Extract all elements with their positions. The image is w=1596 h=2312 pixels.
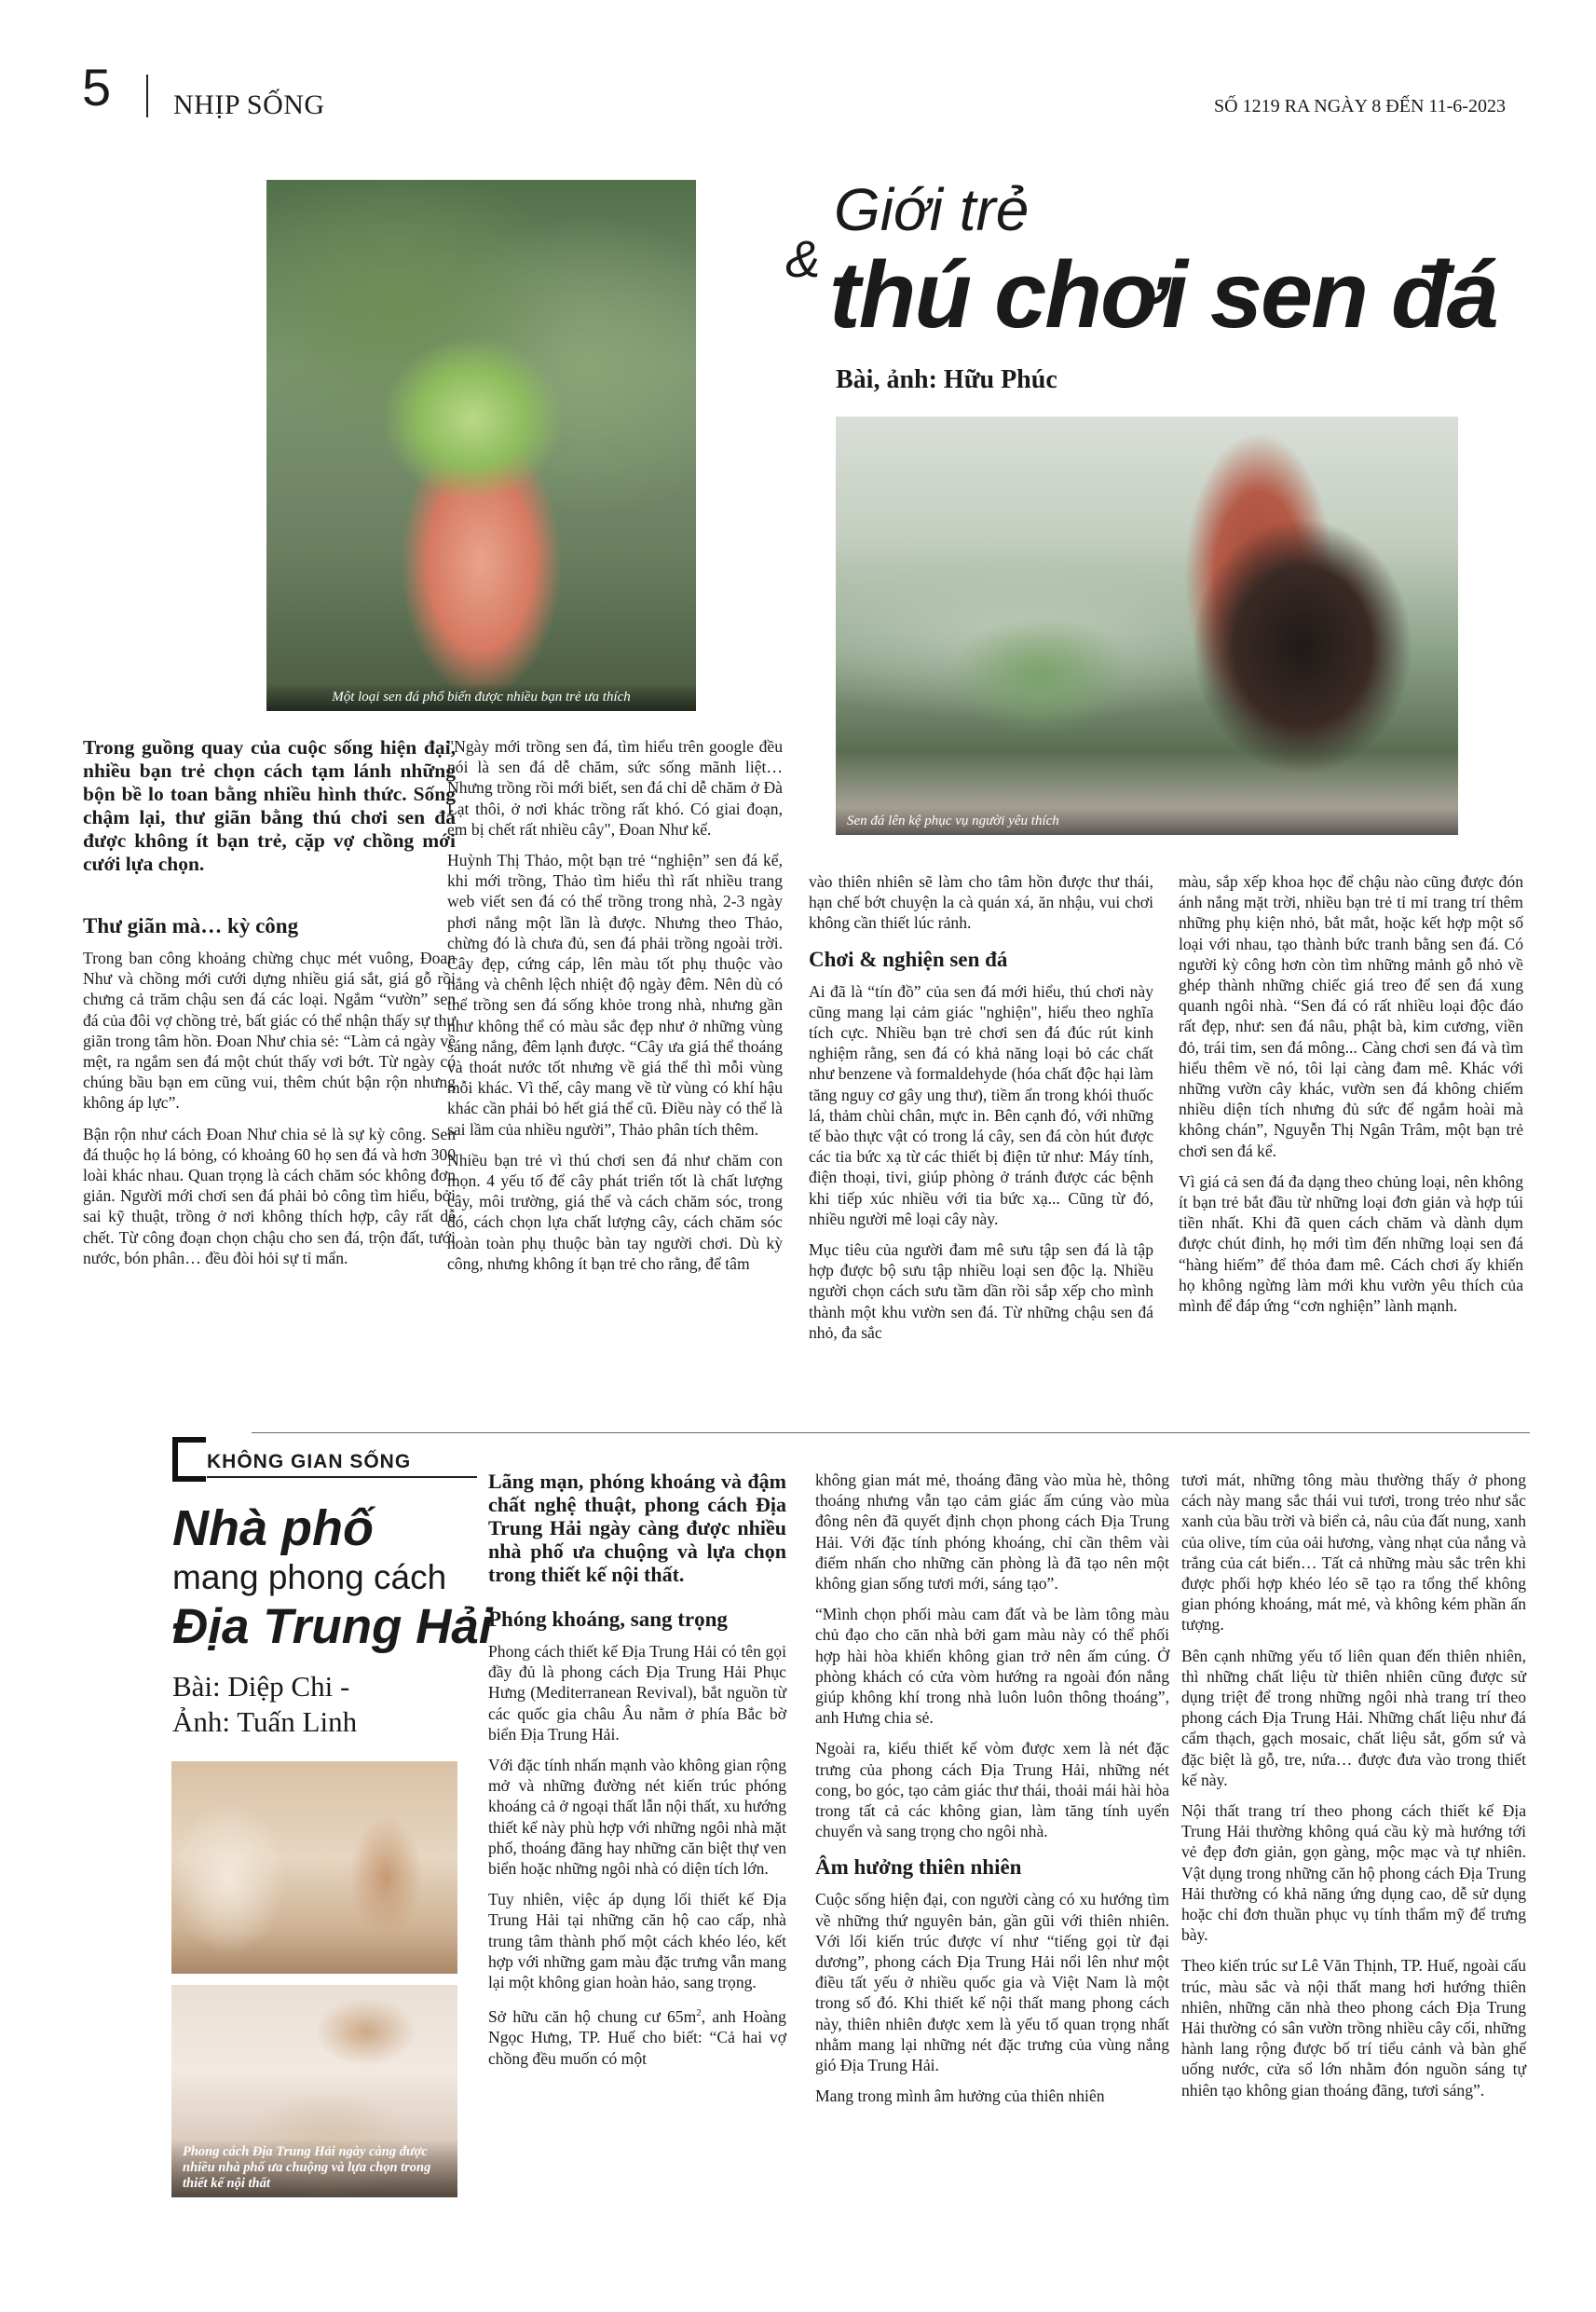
article2-subhead-free: Phóng khoáng, sang trọng bbox=[488, 1607, 728, 1631]
article2-paragraph: Mang trong mình âm hưởng của thiên nhiên bbox=[815, 2086, 1105, 2106]
article2-paragraph: không gian mát mẻ, thoáng đãng vào mùa hè, thông thoáng nhưng vẫn tạo cảm giác ấm cúng vào mùa đông nên đã quyết định chọn phong cách Địa Trung Hải. Với đặc tính phóng khoáng, chỉ cần thêm vài điểm nhấn cho những căn phòng là đã tạo nên một không gian sống tươi mới, sáng tạo”. bbox=[815, 1471, 1169, 1594]
article2-byline-2: Ảnh: Tuấn Linh bbox=[172, 1705, 358, 1738]
article2-paragraph: Bên cạnh những yếu tố liên quan đến thiên nhiên, thì những chất liệu từ thiên nhiên cũng được sử dụng triệt để trong những ngôi nhà trang trí theo phong cách Địa Trung Hải. Những chất liệu như đá cẩm thạch, gạch mosaic, chất liệu sắt, gốm sứ và đặc biệt là gỗ, tre, nứa… được đưa vào trong thiết kế này. bbox=[1181, 1646, 1526, 1789]
article1-byline: Bài, ảnh: Hữu Phúc bbox=[836, 365, 1057, 394]
article2-paragraph: tươi mát, những tông màu thường thấy ở phong cách này mang sắc thái vui tươi, trong trẻo như sắc xanh của bầu trời và biển cả, nâu của đất nung, xanh của olive, tím của oải hương, vàng nhạt của nắng và trắng của cát biển… Tất cả những màu sắc trên khi được phối hợp khéo léo sẽ tạo ra tổng thể không gian phóng khoáng, mát mẻ, và không kém phần ấn tượng. bbox=[1181, 1471, 1526, 1635]
article2-paragraph: Phong cách thiết kế Địa Trung Hải có tên gọi đầy đủ là phong cách Địa Trung Hải Phục Hưng (Mediterranean Revival), bắt nguồn từ các quốc gia châu Âu nằm ở phía Bắc bờ biển Địa Trung Hải. bbox=[488, 1642, 786, 1744]
article1-paragraph: Mục tiêu của người đam mê sưu tập sen đá là tập hợp được bộ sưu tập nhiều loại sen độc lạ. Nhiều người chọn cách sưu tầm dần rồi sắp xếp cho mình thành một khu vườn sen đá. Từ những chậu sen đá nhỏ, đa sắc bbox=[809, 1240, 1153, 1342]
article1-paragraph: vào thiên nhiên sẽ làm cho tâm hồn được thư thái, hạn chế bớt chuyện la cà quán xá, ăn nhậu, vui chơi không cần thiết lúc rảnh. bbox=[809, 872, 1153, 933]
article1-paragraph: màu, sắp xếp khoa học để chậu nào cũng được đón ánh nắng mặt trời, nhiều bạn trẻ tỉ mỉ trang trí thêm những phụ kiện nhỏ, bắt mắt, hoặc kết hợp một số loại với nhau, tạo thành bức tranh bằng sen đá. Có người kỳ công hơn còn tìm những mảnh gỗ nhỏ về ghép thành những chiếc giá treo để sen đá xung quanh ngôi nhà. “Sen đá có rất nhiều loại độc đáo rất đẹp, như: sen đá nâu, phật bà, kim cương, viền đỏ, trái tim, sen đá mông... Càng chơi sen đá và tìm hiểu thêm về nó, tôi lại càng đam mê. Khác với những vườn cây khác, vườn sen đá không chiếm nhiều diện tích nhưng đủ sức để ngắm hoài mà không chán”, Nguyễn Thị Ngân Trâm, một bạn trẻ chơi sen đá kể. bbox=[1179, 872, 1523, 1160]
mediterranean-photo-caption: Phong cách Địa Trung Hải ngày càng được nhiều nhà phố ưa chuộng và lựa chọn trong thiết kế nội thất bbox=[171, 2139, 457, 2197]
article2-subhead-nature: Âm hưởng thiên nhiên bbox=[815, 1855, 1022, 1880]
article2-paragraph: Nội thất trang trí theo phong cách thiết kế Địa Trung Hải thường không quá cầu kỳ mà hướng tới vẻ đẹp đơn giản, gọn gàng, mộc mạc và tự nhiên. Vật dụng trong những căn hộ phong cách Địa Trung Hải thường có khả năng ứng dụng cao, dễ sử dụng hoặc chỉ đơn thuần phục vụ tính thẩm mỹ để trưng bày. bbox=[1181, 1801, 1526, 1945]
kicker-box-icon bbox=[172, 1437, 206, 1482]
article1-paragraph: Ai đã là “tín đồ” của sen đá mới hiểu, thú chơi này cũng mang lại cảm giác "nghiện", hiểu theo nghĩa tích cực. Nhiều bạn trẻ chơi sen đá đúc rút kinh nghiệm rằng, sen đá có khả năng loại bỏ các chất như benzene và formaldehyde (hóa chất độc hại làm tăng nguy cơ gây ung thư), tiềm ẩn trong khói thuốc lá, thảm chùi chân, mực in. Bên cạnh đó, với những tế bào thực vật có trong lá cây, sen đá còn hút được các tia bức xạ từ các thiết bị điện tử như: Máy tính, điện thoại, tivi, giúp phòng ở tránh được các bệnh khi tiếp xúc nhiều với tia bức xạ... Cũng từ đó, nhiều người mê loại cây này. bbox=[809, 981, 1153, 1228]
succulent-hand-caption: Một loại sen đá phổ biến được nhiều bạn trẻ ưa thích bbox=[266, 683, 696, 711]
article2-paragraph: Với đặc tính nhấn mạnh vào không gian rộng mở và những đường nét kiến trúc phóng khoáng cả ở ngoại thất lẫn nội thất, xu hướng thiết kế này phù hợp với những ngôi nhà mặt phố, thoáng đãng hay những căn biệt thự ven biển hoặc những ngôi nhà có diện tích lớn. bbox=[488, 1756, 786, 1879]
article1-paragraph: Vì giá cả sen đá đa dạng theo chủng loại, nên không ít bạn trẻ bắt đầu từ những loại đơn giản và hợp túi tiền nhất. Khi đã quen cách chăm và dành dụm được chút đỉnh, họ mới tìm đến những loại sen đá “hàng hiếm” để thỏa đam mê. Cách chơi ấy khiến họ không ngừng làm mới khu vườn yêu thích của mình để đáp ứng “cơn nghiện” lành mạnh. bbox=[1179, 1171, 1523, 1316]
article2-paragraph: Ngoài ra, kiểu thiết kế vòm được xem là nét đặc trưng của phong cách Địa Trung Hải, những nét cong, bo góc, tạo cảm giác thư thái, thoải mái hài hòa trong tất cả các không gian, làm tăng tính uyển chuyển và sang trọng cho ngôi nhà. bbox=[815, 1739, 1169, 1841]
article2-column-2 bbox=[815, 1470, 1169, 2116]
article2-title-line1: Nhà phố bbox=[172, 1500, 374, 1556]
article2-paragraph: Cuộc sống hiện đại, con người càng có xu hướng tìm về những thứ nguyên bản, gần gũi với thiên nhiên. Với lối kiến trúc được ví như “tiếng gọi từ đại dương”, phong cách Địa Trung Hải nổi lên như một điều tất yếu ở nhiều quốc gia và Việt Nam là một trong số đó. Khi thiết kế nội thất mang phong cách này, thiên nhiên được xem là yếu tố quan trọng nhất nhằm mang lại những nét đặc trưng của vùng nắng gió Địa Trung Hải. bbox=[815, 1890, 1169, 2075]
article1-column-3 bbox=[809, 871, 1153, 1353]
article2-lead: Lãng mạn, phóng khoáng và đậm chất nghệ thuật, phong cách Địa Trung Hải ngày càng được nhiều nhà phố ưa chuộng và lựa chọn trong thiết kế nội thất. bbox=[488, 1470, 786, 1586]
article2-column-1 bbox=[488, 1470, 786, 2079]
succulent-shelf-caption: Sen đá lên kệ phục vụ người yêu thích bbox=[836, 807, 1458, 835]
article1-title-line1: Giới trẻ bbox=[834, 176, 1030, 243]
article2-title-line3: Địa Trung Hải bbox=[172, 1599, 493, 1654]
article1-subhead-play: Chơi & nghiện sen đá bbox=[809, 947, 1008, 971]
article2-byline-1: Bài: Diệp Chi - bbox=[172, 1670, 350, 1703]
article1-subhead-relax: Thư giãn mà… kỳ công bbox=[83, 914, 299, 937]
article2-paragraph: Sở hữu căn hộ chung cư $65m^2$, anh Hoàng Ngọc Hưng, TP. Huế cho biết: “Cả hai vợ chồng đều muốn có một bbox=[488, 2007, 786, 2068]
article2-title-line2: mang phong cách bbox=[172, 1558, 447, 1596]
article1-paragraph: "Ngày mới trồng sen đá, tìm hiểu trên google đều nói là sen đá dễ chăm, sức sống mãnh liệt… Nhưng trồng rồi mới biết, sen đá chỉ dễ chăm ở Đà Lạt thôi, ở nơi khác trồng rất khó. Có giai đoạn, em bị chết rất nhiều cây", Đoan Như kể. bbox=[447, 737, 783, 839]
kicker-underline bbox=[207, 1476, 477, 1478]
article2-column-3 bbox=[1181, 1470, 1526, 2111]
succulent-shelf-photo bbox=[836, 417, 1458, 835]
succulent-hand-photo bbox=[266, 180, 696, 711]
article2-kicker: KHÔNG GIAN SỐNG bbox=[207, 1451, 412, 1472]
article1-title-line2: thú chơi sen đá bbox=[829, 243, 1497, 348]
section-name: NHỊP SỐNG bbox=[173, 89, 325, 120]
article2-paragraph: “Mình chọn phối màu cam đất và be làm tông màu chủ đạo cho căn nhà bởi gam màu này có thể phối hợp hài hòa khiến không gian trở nên ấm cúng. Ở phòng khách có cửa vòm hướng ra ngoài đón nắng giúp không khí trong nhà luôn luôn thông thoáng”, anh Hưng chia sẻ. bbox=[815, 1605, 1169, 1728]
article-separator bbox=[252, 1432, 1530, 1433]
article2-paragraph: Tuy nhiên, việc áp dụng lối thiết kế Địa Trung Hải tại những căn hộ cao cấp, nhà trung tâm thành phố một cách khéo léo, kết hợp với những gam màu đặc trưng vẫn mang lại một không gian hoàn hảo, sang trọng. bbox=[488, 1890, 786, 1992]
article1-column-1 bbox=[83, 736, 456, 1279]
article1-paragraph: Trong ban công khoảng chừng chục mét vuông, Đoan Như và chồng mới cưới dựng nhiều giá sắt, giá gỗ rồi chưng cả trăm chậu sen đá các loại. Ngắm “vườn” sen đá của đôi vợ chồng trẻ, bất giác có thể nhận thấy sự thư giãn trong tâm hồn. Đoan Như chia sẻ: “Làm cả ngày về mệt, ra ngắm sen đá một chút thấy vơi bớt. Từ ngày có chúng bầu bạn em cũng vui, thêm chút bận rộn nhưng không áp lực”. bbox=[83, 949, 456, 1113]
mediterranean-dining-photo bbox=[171, 1985, 457, 2197]
mediterranean-interior-photo bbox=[171, 1761, 457, 1974]
article1-paragraph: Huỳnh Thị Thảo, một bạn trẻ “nghiện” sen đá kể, khi mới trồng, Thảo tìm hiểu thì rất nhiều trang web viết sen đá có thể trồng trong nhà, 2-3 ngày phơi nắng một lần là được. Nhưng theo Thảo, chừng đó là chưa đủ, sen đá phải trồng ngoài trời. Cây đẹp, cứng cáp, lên màu tốt phụ thuộc vào nắng và chênh lệch nhiệt độ ngày đêm. Nên dù có thể trồng sen đá sống khỏe trong nhà, nhưng gần như không thể có màu sắc đẹp như ở những vùng sáng nắng, đêm lạnh được. “Cây ưa giá thể thoáng và thoát nước tốt nhưng về giá thể thì mỗi vùng mỗi khác. Vì thế, cây mang về từ vùng có khí hậu khác cần phải bỏ hết giá thể cũ. Điều này có thể là sai lầm của nhiều người”, Thảo phân tích thêm. bbox=[447, 851, 783, 1139]
article2-paragraph: Theo kiến trúc sư Lê Văn Thịnh, TP. Huế, ngoài cấu trúc, màu sắc và nội thất mang hơi hướng thiên nhiên, những căn nhà theo phong cách Địa Trung Hải thường có sân vườn trồng nhiều cây cối, những hành lang rộng được bố trí tiểu cảnh và bàn ghế uống nước, cửa sổ lớn nhằm đón nguồn sáng tự nhiên tạo không gian thoáng đãng, tươi sáng”. bbox=[1181, 1956, 1526, 2100]
issue-info: SỐ 1219 RA NGÀY 8 ĐẾN 11-6-2023 bbox=[1214, 96, 1506, 116]
article1-column-2 bbox=[447, 736, 783, 1284]
article1-ampersand: & bbox=[785, 229, 821, 288]
header-divider bbox=[146, 75, 148, 117]
article1-paragraph: Bận rộn như cách Đoan Như chia sẻ là sự kỳ công. Sen đá thuộc họ lá bỏng, có khoảng 60 họ sen đá và hơn 300 loài khác nhau. Quan trọng là cách chăm sóc không đơn giản. Người mới chơi sen đá phải bỏ công tìm hiểu, bởi sai kỹ thuật, trồng ở nơi không thích hợp, cây rất dễ chết. Từ công đoạn chọn chậu cho sen đá, trộn đất, tưới nước, bón phân… đều đòi hỏi sự tỉ mẩn. bbox=[83, 1124, 456, 1267]
article1-paragraph: Nhiều bạn trẻ vì thú chơi sen đá như chăm con mọn. 4 yếu tố để cây phát triển tốt là chất lượng cây, môi trường, giá thể và cách chăm sóc, trong đó, cách chọn lựa chất lượng cây, cách chăm sóc hoàn toàn phụ thuộc bàn tay người chơi. Dù kỳ công, nhưng không ít bạn trẻ cho rằng, để tâm bbox=[447, 1150, 783, 1273]
article1-column-4 bbox=[1179, 871, 1523, 1326]
article1-lead: Trong guồng quay của cuộc sống hiện đại, nhiều bạn trẻ chọn cách tạm lánh những bộn bề lo toan bằng nhiều hình thức. Sống chậm lại, thư giãn bằng thú chơi sen đá được không ít bạn trẻ, cặp vợ chồng mới cưới lựa chọn. bbox=[83, 736, 456, 875]
page-number: 5 bbox=[82, 58, 112, 116]
